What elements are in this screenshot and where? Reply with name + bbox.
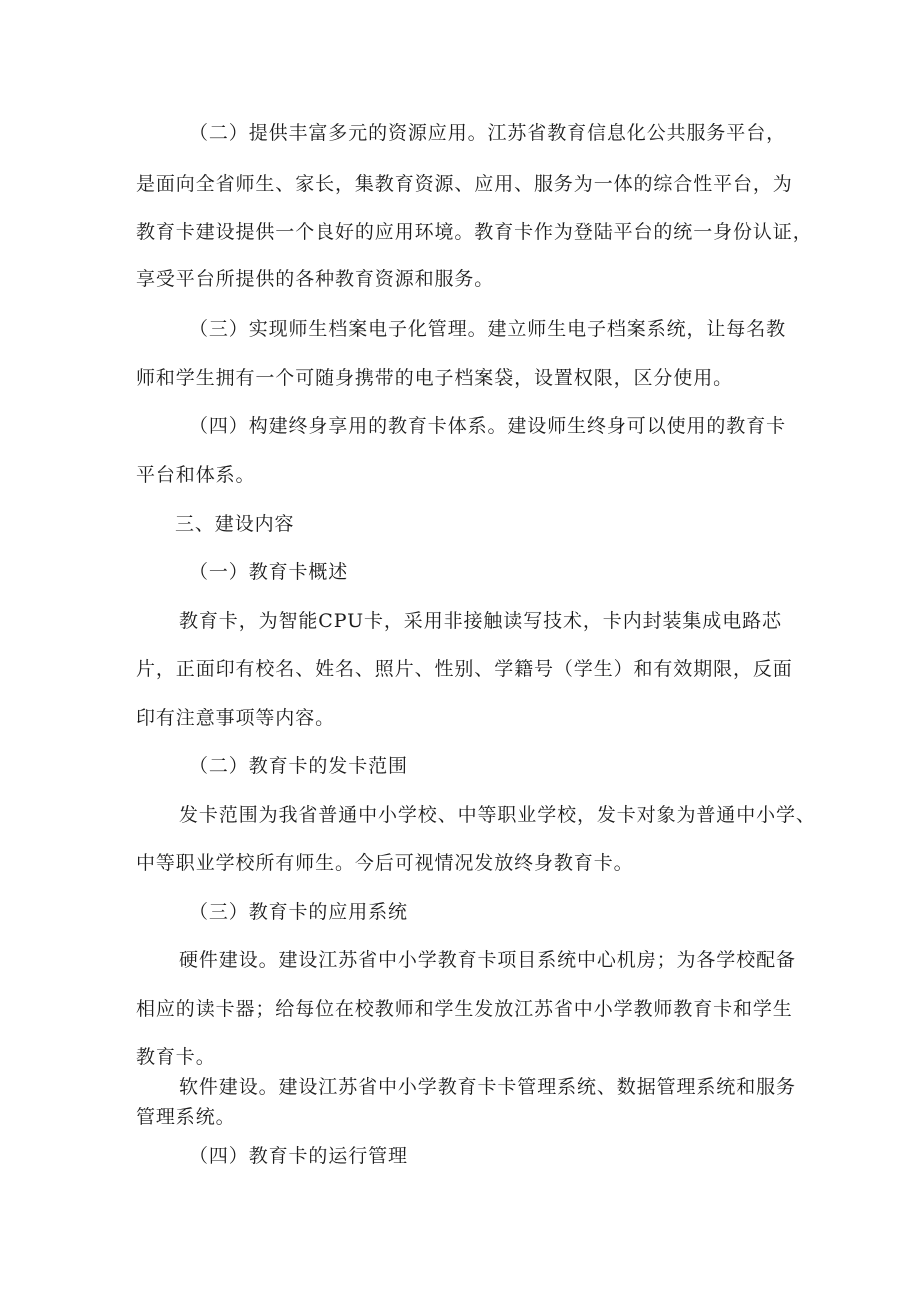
section-heading: 三、建设内容 bbox=[175, 513, 295, 535]
paragraph-line: 印有注意事项等内容。 bbox=[136, 707, 336, 729]
paragraph-line: 软件建设。建设江苏省中小学教育卡卡管理系统、数据管理系统和服务 bbox=[179, 1076, 796, 1098]
paragraph-line: （二）提供丰富多元的资源应用。江苏省教育信息化公共服务平台， bbox=[189, 122, 787, 144]
paragraph-line: 教育卡。 bbox=[136, 1046, 216, 1068]
paragraph-line: （三）实现师生档案电子化管理。建立师生电子档案系统，让每名教 bbox=[189, 318, 787, 340]
paragraph-line: 教育卡建设提供一个良好的应用环境。教育卡作为登陆平台的统一身份认证， bbox=[136, 221, 813, 243]
paragraph-line: 中等职业学校所有师生。今后可视情况发放终身教育卡。 bbox=[136, 852, 634, 874]
paragraph-line: 是面向全省师生、家长，集教育资源、应用、服务为一体的综合性平台，为 bbox=[136, 173, 793, 195]
paragraph-line: 管理系统。 bbox=[136, 1106, 236, 1128]
subsection-heading: （四）教育卡的运行管理 bbox=[189, 1145, 408, 1167]
subsection-heading: （二）教育卡的发卡范围 bbox=[189, 755, 408, 777]
paragraph-line: 发卡范围为我省普通中小学校、中等职业学校，发卡对象为普通中小学、 bbox=[179, 804, 816, 826]
paragraph-line: 硬件建设。建设江苏省中小学教育卡项目系统中心机房；为各学校配备 bbox=[179, 949, 796, 971]
paragraph-line: 师和学生拥有一个可随身携带的电子档案袋，设置权限，区分使用。 bbox=[136, 367, 734, 389]
paragraph-line: 片，正面印有校名、姓名、照片、性别、学籍号（学生）和有效期限，反面 bbox=[136, 658, 793, 680]
paragraph-line: 教育卡，为智能CPU卡，采用非接触读写技术，卡内封装集成电路芯 bbox=[179, 610, 782, 632]
subsection-heading: （三）教育卡的应用系统 bbox=[189, 901, 408, 923]
paragraph-line: 相应的读卡器；给每位在校教师和学生发放江苏省中小学教师教育卡和学生 bbox=[136, 998, 793, 1020]
paragraph-line: （四）构建终身享用的教育卡体系。建设师生终身可以使用的教育卡 bbox=[189, 415, 787, 437]
paragraph-line: 享受平台所提供的各种教育资源和服务。 bbox=[136, 268, 495, 290]
subsection-heading: （一）教育卡概述 bbox=[189, 561, 349, 583]
paragraph-line: 平台和体系。 bbox=[136, 464, 256, 486]
